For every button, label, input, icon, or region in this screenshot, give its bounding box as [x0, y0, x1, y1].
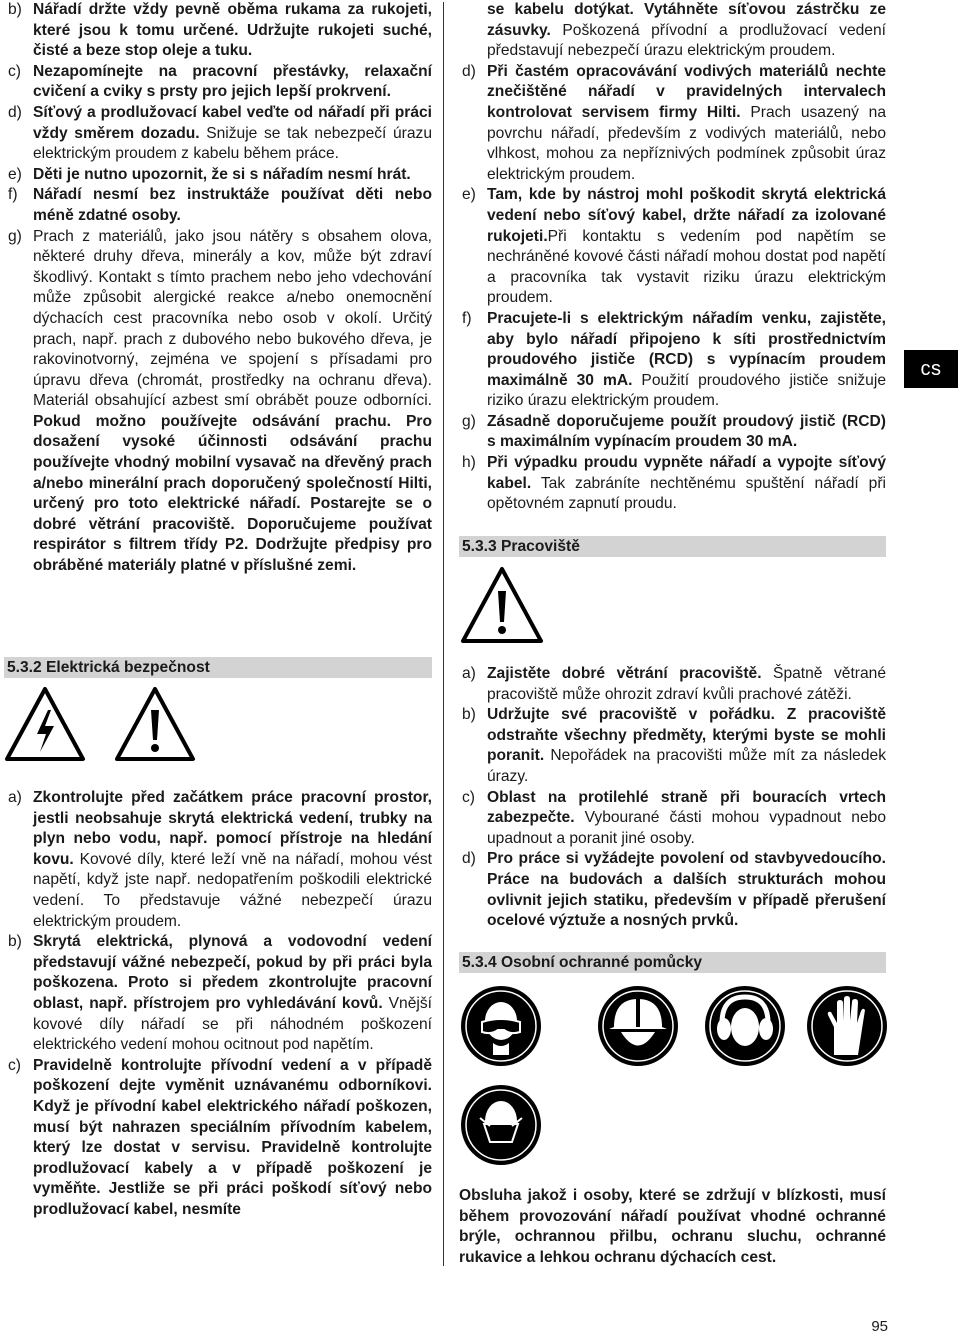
safety-glasses-icon: [460, 985, 542, 1067]
list-item: [8, 185, 432, 226]
warning-icon: [114, 686, 196, 762]
list-item-text: Zásadně doporučujeme použít proudový jistič (RCD) s maximálním vypínacím proudem 30 mA.: [487, 412, 886, 451]
list-item-text: Nářadí držte vždy pevně oběma rukama za rukojeti, které jsou k tomu určené. Udržujte rukojeti suché, čisté a beze stop oleje a tuku.: [33, 1, 432, 60]
list-item: [462, 664, 886, 705]
list-item-text: Tam, kde by nástroj mohl poškodit skrytá elektrická vedení nebo síťový kabel, držte nářadí za izolované rukojeti.Při kontaktu s vedením pod napětím se nechráněné kovové části nářadí mohou dostat pod napětí a pracovníka tak vystavit riziku úrazu elektrickým proudem.: [487, 186, 886, 307]
list-item-label: c): [8, 62, 21, 80]
right-workplace-list: [462, 664, 886, 932]
list-item: [462, 705, 886, 787]
list-item-label: h): [462, 454, 476, 472]
list-item-label: b): [462, 706, 476, 724]
list-item: [8, 788, 432, 932]
language-tab: cs: [904, 350, 958, 388]
protective-gloves-icon: [806, 985, 888, 1067]
list-item-text: Zkontrolujte před začátkem práce pracovní prostor, jestli neobsahuje skrytá elektrická vedení, trubky na plyn nebo vodu, např. pomocí přístroje na hledání kovu. Kovové díly, které leží vně na nářadí, mohou vést napětí, když jste např. nedopatřením poškodili elektrické vedení. To představuje vážné nebezpečí úrazu elektrickým proudem.: [33, 789, 432, 930]
column-divider: [443, 2, 444, 1266]
list-item-text: Děti je nutno upozornit, že si s nářadím nesmí hrát.: [33, 165, 411, 183]
hard-hat-icon: [597, 985, 679, 1067]
electric-hazard-icon: [4, 686, 86, 762]
list-item-label: b): [8, 1, 22, 18]
list-item: [8, 0, 432, 62]
warning-icon: [460, 566, 544, 644]
section-heading-ppe: 5.3.4 Osobní ochranné pomůcky: [459, 952, 886, 973]
page-number: 95: [871, 1318, 888, 1335]
list-item: [8, 62, 432, 103]
list-item: [462, 62, 886, 186]
list-item: g) Prach z materiálů, jako jsou nátěry s obsahem olova, některé druhy dřeva, minerály a kov, může být zdraví škodlivý. Kontakt s tímto prachem nebo jeho vdechování může způsobit alergické reakce a/nebo onemocnění dýchacích cest pracovníka nebo osob v okolí. Určitý prach, např. prach z dubového nebo bukového dřeva, je rakovinotvorný, zejména ve spojení s přísadami pro úpravu dřeva (chromát, prostředky na ochranu dřeva). Materiál obsahující azbest smí obrábět pouze odborníci. Pokud možno používejte odsávání prachu. Pro dosažení vysoké účinnosti odsávání prachu používejte vhodný mobilní vysavač na dřevěný prach a/nebo minerální prach doporučený společností Hilti, určený pro toto elektrické nářadí. Postarejte se o dobré větrání pracoviště. Doporučujeme používat respirátor s filtrem třídy P2. Dodržujte předpisy pro obráběné materiály platné v příslušné zemi.: [8, 227, 432, 575]
list-item-label: a): [462, 665, 476, 682]
right-column: [462, 0, 886, 515]
list-item: [462, 453, 886, 515]
list-item-text: Pracujete-li s elektrickým nářadím venku, zajistěte, aby bylo nářadí připojeno k síti prostřednictvím proudového jističe (RCD) s vypínacím proudem maximálně 30 mA. Použití proudového jističe snižuje riziko úrazu elektrickým proudem.: [487, 309, 886, 410]
list-item: [8, 932, 432, 1056]
list-item-label: c): [8, 1056, 21, 1074]
list-item: [462, 412, 886, 453]
list-item: [462, 185, 886, 309]
section-heading-electrical: 5.3.2 Elektrická bezpečnost: [4, 657, 432, 678]
list-item-text: Pravidelně kontrolujte přívodní vedení a v případě poškození dejte vyměnit uznávanému odborníkovi. Když je přívodní kabel elektrického nářadí poškozen, musí být nahrazen speciálním přívodním kabelem, který lze dostat v servisu. Pravidelně kontrolujte prodlužovací kabely a v případě poškození je vyměňte. Jestliže se při práci poškodí síťový nebo prodlužovací kabel, nesmíte: [33, 1056, 432, 1218]
list-item-label: f): [8, 186, 18, 204]
list-item-label: d): [462, 62, 476, 80]
list-item-label: a): [8, 789, 22, 806]
list-item-label: b): [8, 933, 22, 951]
left-column: [8, 0, 432, 577]
list-item: [462, 309, 886, 412]
section-heading-workplace: 5.3.3 Pracoviště: [459, 536, 886, 557]
ppe-paragraph: Obsluha jakož i osoby, které se zdržují v blízkosti, musí během provozování nářadí používat vhodné ochranné brýle, ochrannou přilbu, ochranu sluchu, ochranné rukavice a lehkou ochranu dýchacích cest.: [459, 1187, 886, 1266]
list-item: [462, 788, 886, 850]
list-item-label: c): [462, 788, 475, 806]
list-item-label: d): [462, 850, 476, 868]
ear-protection-icon: [704, 985, 786, 1067]
list-item-label: e): [8, 165, 22, 183]
list-item: [8, 1056, 432, 1221]
list-item-continued: se kabelu dotýkat. Vytáhněte síťovou zástrčku ze zásuvky. Poškozená přívodní a prodlužovací vedení představují nebezpečí úrazu elektrickým proudem.: [487, 1, 886, 60]
list-item-text: Při častém opracovávání vodivých materiálů nechte znečištěné nářadí v pravidelných intervalech kontrolovat servisem firmy Hilti. Prach usazený na povrchu nářadí, především z vodivých materiálů, nebo vlhkost, mohou za nepříznivých podmínek způsobit úraz elektrickým proudem.: [487, 62, 886, 183]
list-item: [8, 103, 432, 165]
dust-mask-icon: [460, 1084, 542, 1166]
list-item-label: g): [462, 412, 476, 430]
list-item-text: Nezapomínejte na pracovní přestávky, relaxační cvičení a cviky s prsty pro jejich lepší prokrvení.: [33, 62, 432, 101]
list-item-text: Síťový a prodlužovací kabel veďte od nářadí při práci vždy směrem dozadu. Snižuje se tak nebezpečí úrazu elektrickým proudem z kabelu během práce.: [33, 103, 432, 163]
list-item-text: Pro práce si vyžádejte povolení od stavbyvedoucího. Práce na budovách a dalších strukturách mohou ovlivnit jejich statiku, především v případě přerušení ocelové výztuže a nosných prvků.: [487, 850, 886, 930]
list-item-text: Oblast na protilehlé straně při bouracích vrtech zabezpečte. Vybourané části mohou vypadnout nebo upadnout a poranit jiné osoby.: [487, 788, 886, 847]
list-item-text: Udržujte své pracoviště v pořádku. Z pracoviště odstraňte všechny předměty, kterými byste se mohli poranit. Nepořádek na pracovišti může mít za následek úrazy.: [487, 706, 886, 785]
list-item-text: Zajistěte dobré větrání pracoviště. Špatně větrané pracoviště může ohrozit zdraví kvůli prachové zátěži.: [487, 665, 886, 703]
list-item-text: Při výpadku proudu vypněte nářadí a vypojte síťový kabel. Tak zabráníte nechtěnému spuštění nářadí při opětovném zapnutí proudu.: [487, 454, 886, 513]
list-item-text: Skrytá elektrická, plynová a vodovodní vedení představují vážné nebezpečí, pokud by při práci byla poškozena. Proto si předem zkontrolujte pracovní oblast, např. přístrojem pro vyhledávání kovů. Vnější kovové díly nářadí se při náhodném poškození elektrického vedení mohou ocitnout pod napětím.: [33, 933, 432, 1054]
list-item-label: f): [462, 309, 472, 327]
list-item-label: d): [8, 103, 22, 121]
list-item: [462, 849, 886, 931]
left-electrical-list: [8, 788, 432, 1220]
list-item-label: e): [462, 186, 476, 204]
list-item: [8, 165, 432, 186]
list-item-text: Nářadí nesmí bez instruktáže používat děti nebo méně zdatné osoby.: [33, 186, 432, 224]
